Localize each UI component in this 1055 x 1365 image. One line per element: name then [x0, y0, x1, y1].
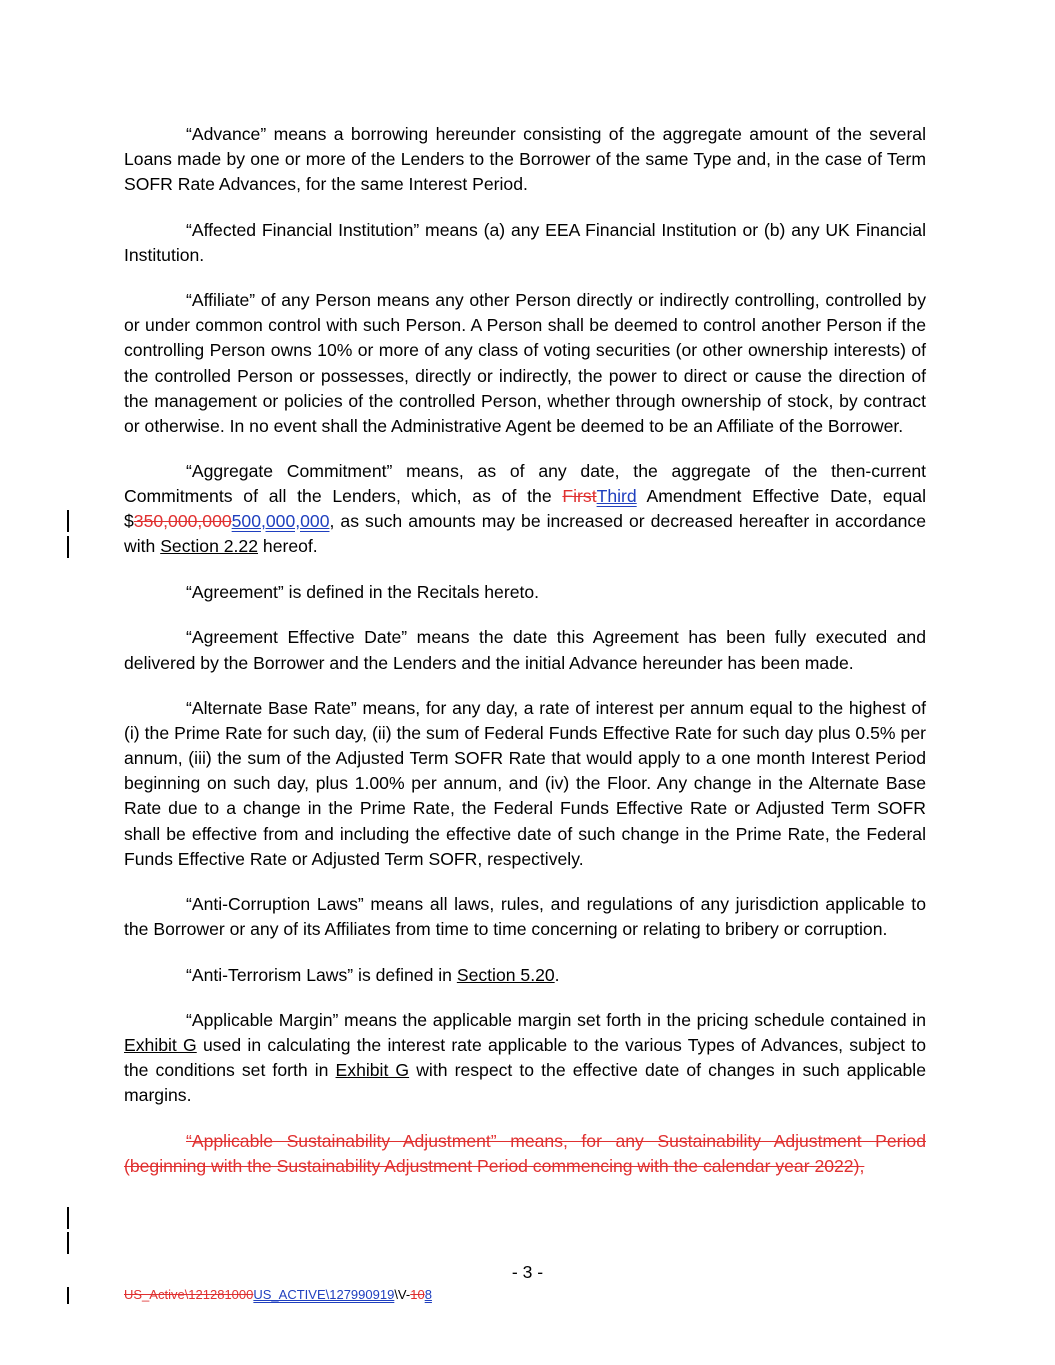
- change-bar: [67, 1207, 69, 1229]
- inserted-text: US_ACTIVE\127990919: [253, 1287, 395, 1302]
- change-bar: [67, 1287, 69, 1304]
- text-run: hereof.: [258, 536, 318, 557]
- definition-alternate-base-rate: “Alternate Base Rate” means, for any day, a rate of interest per annum equal to the highest of (i) the Prime Rate for such day, (ii) the sum of Federal Funds Effective Rate for such day plus 0.5% per annum, (iii) the sum of the Adjusted Term SOFR Rate that would apply to a one month Interest Period beginning on such day, plus 1.00% per annum, and (iv) the Floor. Any change in the Alternate Base Rate due to a change in the Prime Rate, the Federal Funds Effective Rate or Adjusted Term SOFR shall be effective from and including the effective date of such change in the Prime Rate, the Federal Funds Effective Rate or Adjusted Term SOFR, respectively.: [124, 698, 926, 869]
- inserted-text: 8: [424, 1287, 432, 1302]
- text-run: “Anti-Terrorism Laws” is defined in: [186, 964, 457, 985]
- deleted-text: 10: [410, 1287, 425, 1302]
- exhibit-reference: Exhibit G: [124, 1035, 197, 1056]
- text-run: used in calculating the interest rate applicable to the various Types of Advances, subject to the conditions set forth in: [124, 1035, 926, 1081]
- text-run: “Aggregate Commitment” means, as of any date, the aggregate of the then-current Commitments of all the Lenders, which, as of the: [124, 461, 926, 507]
- definition-anti-terrorism-laws: [124, 963, 926, 988]
- definition-aggregate-commitment: [124, 459, 926, 559]
- deleted-text: 350,000,000: [133, 511, 232, 532]
- definition-affiliate: “Affiliate” of any Person means any other Person directly or indirectly controlling, controlled by or under common control with such Person. A Person shall be deemed to control another Person if the controlling Person owns 10% or more of any class of voting securities (or other ownership interests) of the controlled Person or possesses, directly or indirectly, the power to direct or cause the direction of the management or policies of the controlled Person, whether through ownership of stock, by contract or otherwise. In no event shall the Administrative Agent be deemed to be an Affiliate of the Borrower.: [124, 290, 926, 436]
- definition-agreement-effective-date: “Agreement Effective Date” means the date this Agreement has been fully executed and delivered by the Borrower and the Lenders and the initial Advance hereunder has been made.: [124, 627, 926, 673]
- change-bar: [67, 510, 69, 532]
- definition-applicable-sustainability-adjustment-deleted: [124, 1129, 926, 1179]
- exhibit-reference: Exhibit G: [335, 1060, 410, 1081]
- definition-anti-corruption-laws: “Anti-Corruption Laws” means all laws, rules, and regulations of any jurisdiction applicable to the Borrower or any of its Affiliates from time to time concerning or relating to bribery or corruption.: [124, 894, 926, 940]
- deleted-text: “Applicable Sustainability Adjustment” means, for any Sustainability Adjustment Period (beginning with the Sustainability Adjustment Period commencing with the calendar year 2022),: [124, 1130, 926, 1176]
- document-page: [124, 122, 926, 1199]
- deleted-text: First: [562, 486, 597, 507]
- inserted-text: 500,000,000: [231, 511, 330, 532]
- section-reference: Section 2.22: [160, 536, 259, 557]
- text-run: \V-: [394, 1287, 411, 1302]
- text-run: , as such amounts may be increased or decreased hereafter in accordance with: [124, 511, 926, 557]
- text-run: with respect to the effective date of changes in such applicable margins.: [124, 1060, 926, 1106]
- text-run: “Applicable Margin” means the applicable margin set forth in the pricing schedule contained in: [186, 1010, 926, 1031]
- definition-agreement: “Agreement” is defined in the Recitals hereto.: [186, 581, 540, 602]
- definition-applicable-margin: [124, 1008, 926, 1108]
- change-bar: [67, 536, 69, 558]
- page-number: - 3 -: [511, 1262, 544, 1282]
- text-run: .: [554, 964, 560, 985]
- section-reference: Section 5.20: [456, 964, 555, 985]
- document-footer-id: [124, 1287, 432, 1302]
- change-bar: [67, 1232, 69, 1254]
- text-run: Amendment Effective Date, equal $: [124, 486, 926, 532]
- definition-affected-financial-institution: “Affected Financial Institution” means (a) any EEA Financial Institution or (b) any UK Financial Institution.: [124, 219, 926, 265]
- inserted-text: Third: [596, 486, 637, 507]
- definition-advance: “Advance” means a borrowing hereunder consisting of the aggregate amount of the several Loans made by one or more of the Lenders to the Borrower of the same Type and, in the case of Term SOFR Rate Advances, for the same Interest Period.: [124, 124, 926, 195]
- deleted-text: US_Active\121281000: [124, 1287, 254, 1302]
